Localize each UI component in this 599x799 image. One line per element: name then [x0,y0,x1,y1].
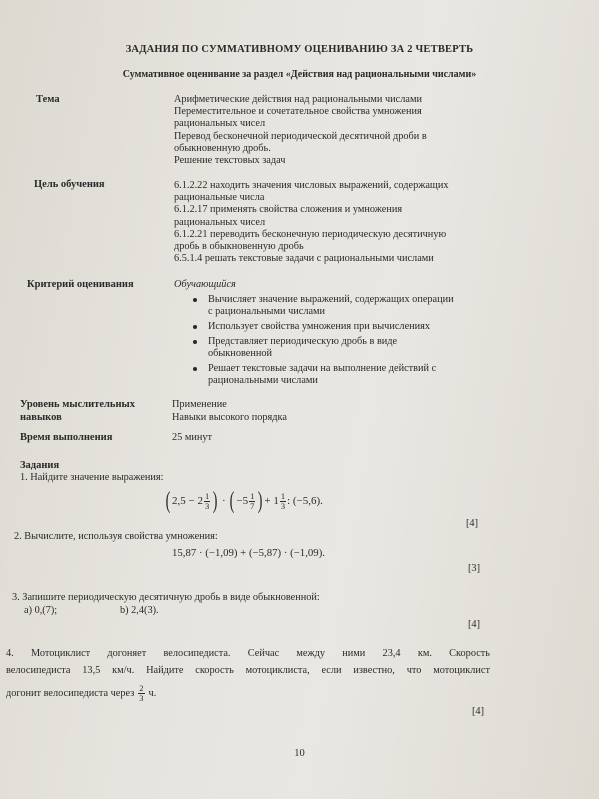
topic-line: Решение текстовых задач [174,155,286,167]
task-4-line-2: велосипедиста 13,5 км/ч. Найдите скорость мотоциклиста, если известно, что мотоциклист [6,665,490,676]
topic-value [174,94,427,167]
goal-value [174,180,449,265]
criteria-item: Представляет периодическую дробь в виде обыкновенной [208,336,454,360]
goal-label: Цель обучения [34,179,105,190]
criteria-item: Использует свойства умножения при вычислениях [208,321,454,333]
task-3-part-a: а) 0,(7); [24,605,58,616]
task-2-points: [3] [468,563,481,574]
task-3-points: [4] [468,619,481,630]
task-2-text: 2. Вычислите, используя свойства умножения: [14,531,218,542]
bullet-icon [193,367,197,371]
task-3-part-b: b) 2,4(3). [120,605,159,616]
page-title: ЗАДАНИЯ ПО СУММАТИВНОМУ ОЦЕНИВАНИЮ ЗА 2 ЧЕТВЕРТЬ [125,44,474,55]
criteria-intro: Обучающийся [174,279,236,290]
task-2-expression: 15,87 · (−1,09) + (−5,87) · (−1,09). [172,547,325,559]
goal-line: 6.1.2.21 переводить бесконечную периодическую десятичную [174,228,447,240]
task-4-line-1: 4. Мотоциклист догоняет велосипедиста. Сейчас между ними 23,4 км. Скорость [6,648,490,659]
tasks-heading: Задания [20,460,60,471]
goal-line: 6.1.2.17 применять свойства сложения и умножения [174,204,403,216]
topic-line: Арифметические действия над рациональными числами [174,94,422,105]
topic-line: Перевод бесконечной периодической десятичной дроби в [174,130,427,142]
topic-line: Переместительное и сочетательное свойства умножения [174,106,422,118]
task-4-line-3: догонит велосипедиста через $\frac{2}{3}$ ч. [6,682,157,703]
criteria-item: Вычисляет значение выражений, содержащих операции с рациональными числами [208,294,454,318]
criteria-list [208,294,454,389]
criteria-item: Решает текстовые задачи на выполнение действий с рациональными числами [208,363,454,387]
task-1-expression: ( 2,5 − 2 $\frac{1}{3}$ ) · ( −5 $\frac{1}{7}$ ) + 1 $\frac{1}{3}$ : (−5,6). [165,488,323,514]
goal-line: рациональные числа [174,192,265,204]
topic-label: Тема [36,94,60,105]
goal-line: рациональных чисел [174,216,266,228]
goal-line: дробь в обыкновенную дробь [174,241,304,253]
bullet-icon [193,298,197,302]
page-number: 10 [294,748,305,759]
time-value: 25 минут [172,432,213,443]
bullet-icon [193,325,197,329]
topic-line: рациональных чисел [174,118,266,130]
level-label: Уровень мыслительных навыков [20,399,135,423]
time-label: Время выполнения [20,432,113,443]
topic-line: обыкновенную дробь. [174,142,271,154]
goal-line: 6.1.2.22 находить значения числовых выражений, содержащих [174,180,449,191]
level-value: Применение Навыки высокого порядка [172,399,287,423]
section-subtitle: Суммативное оценивание за раздел «Действия над рациональными числами» [122,69,477,80]
criteria-label: Критерий оценивания [27,279,134,290]
task-1-text: 1. Найдите значение выражения: [20,472,164,483]
goal-line: 6.5.1.4 решать текстовые задачи с рациональными числами [174,253,434,265]
bullet-icon [193,340,197,344]
task-3-text: 3. Запишите периодическую десятичную дробь в виде обыкновенной: [12,592,320,603]
task-4-points: [4] [472,706,485,717]
task-1-points: [4] [466,518,479,529]
